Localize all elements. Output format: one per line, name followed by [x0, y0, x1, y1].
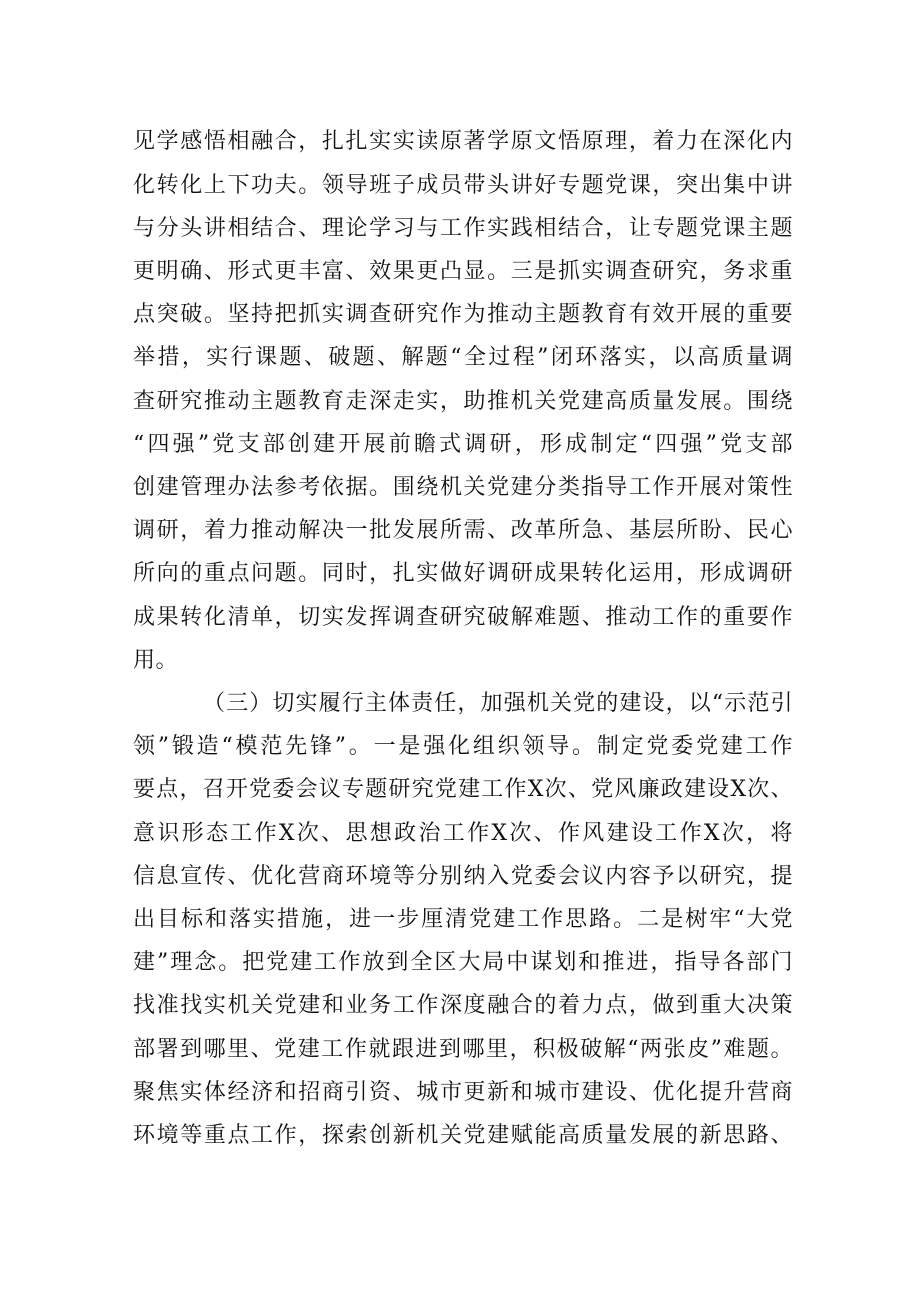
text-line-9: 创建管理办法参考依据。围绕机关党建分类指导工作开展对策性	[133, 475, 793, 500]
text-line-2: 化转化上下功夫。领导班子成员带头讲好专题党课，突出集中讲	[133, 173, 793, 198]
text-line-7: 查研究推动主题教育走深走实，助推机关党建高质量发展。围绕	[133, 389, 793, 414]
text-line-1: 见学感悟相融合，扎扎实实读原著学原文悟原理，着力在深化内	[133, 129, 793, 154]
text-line-8: “四强”党支部创建开展前瞻式调研，形成制定“四强”党支部	[133, 432, 793, 457]
text-line-15: 领”锻造“模范先锋”。一是强化组织领导。制定党委党建工作	[133, 734, 793, 759]
text-line-5: 点突破。坚持把抓实调查研究作为推动主题教育有效开展的重要	[133, 302, 793, 327]
text-line-24: 环境等重点工作，探索创新机关党建赋能高质量发展的新思路、	[133, 1123, 793, 1148]
text-line-11: 所向的重点问题。同时，扎实做好调研成果转化运用，形成调研	[133, 561, 793, 586]
text-line-19: 出目标和落实措施，进一步厘清党建工作思路。二是树牢“大党	[133, 907, 793, 932]
text-line-18: 信息宣传、优化营商环境等分别纳入党委会议内容予以研究，提	[133, 864, 793, 889]
text-line-3: 与分头讲相结合、理论学习与工作实践相结合，让专题党课主题	[133, 216, 793, 241]
text-line-6: 举措，实行课题、破题、解题“全过程”闭环落实，以高质量调	[133, 345, 793, 370]
text-line-22: 部署到哪里、党建工作就跟进到哪里，积极破解“两张皮”难题。	[133, 1037, 793, 1062]
text-line-21: 找准找实机关党建和业务工作深度融合的着力点，做到重大决策	[133, 993, 793, 1018]
text-line-4: 更明确、形式更丰富、效果更凸显。三是抓实调查研究，务求重	[133, 259, 793, 284]
text-line-16: 要点，召开党委会议专题研究党建工作X次、党风廉政建设X次、	[133, 777, 793, 802]
text-line-20: 建”理念。把党建工作放到全区大局中谋划和推进，指导各部门	[133, 950, 793, 975]
text-line-12: 成果转化清单，切实发挥调查研究破解难题、推动工作的重要作	[133, 605, 793, 630]
section-heading-line: （三）切实履行主体责任，加强机关党的建设，以“示范引	[203, 691, 793, 716]
text-line-23: 聚焦实体经济和招商引资、城市更新和城市建设、优化提升营商	[133, 1080, 793, 1105]
text-line-10: 调研，着力推动解决一批发展所需、改革所急、基层所盼、民心	[133, 518, 793, 543]
text-line-13: 用。	[133, 648, 179, 673]
text-line-17: 意识形态工作X次、思想政治工作X次、作风建设工作X次，将	[133, 821, 793, 846]
